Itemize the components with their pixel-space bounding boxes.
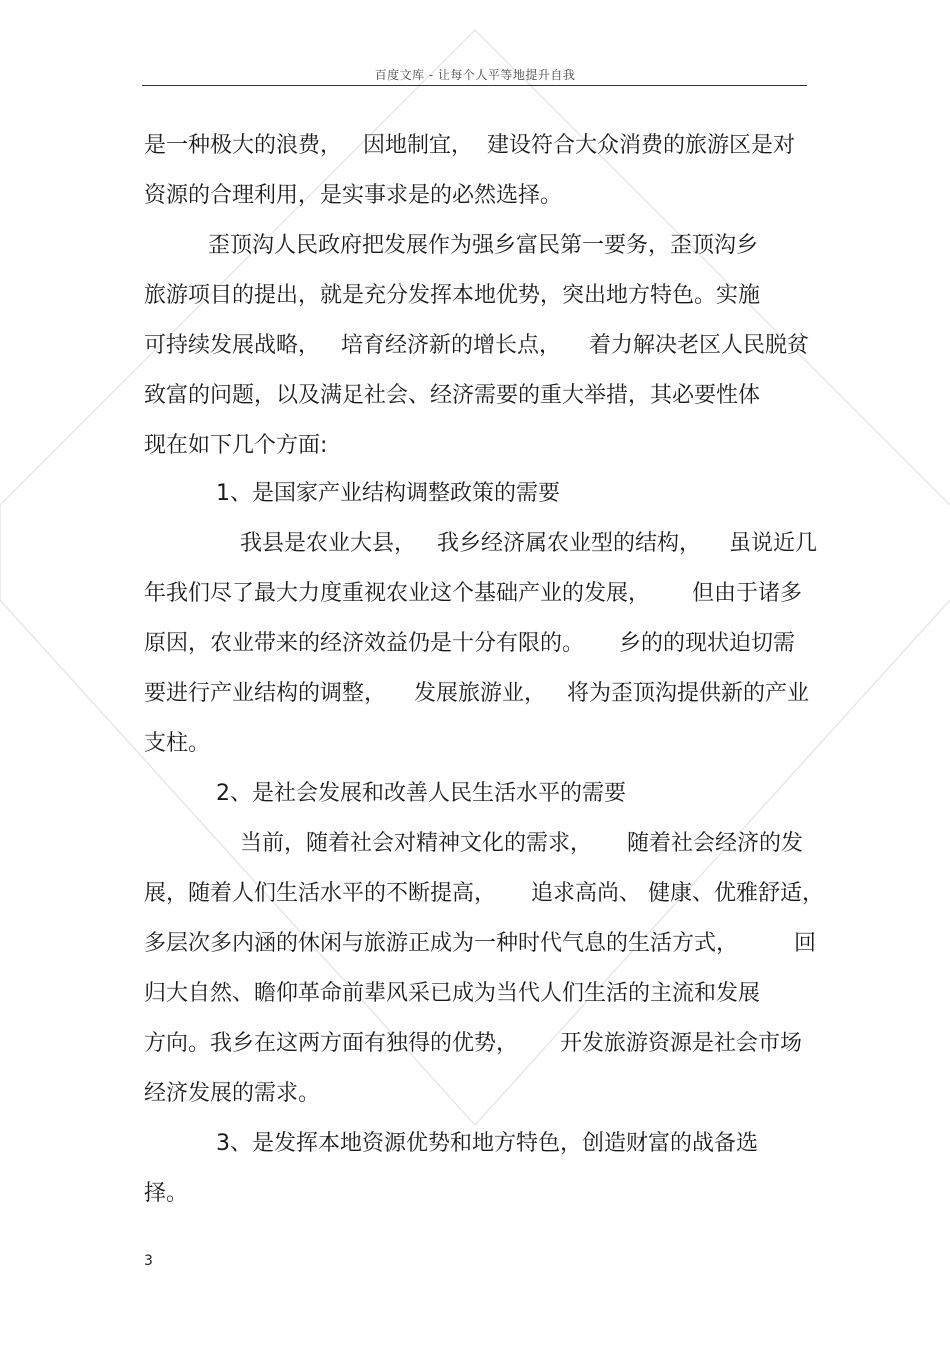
body-line: 要进行产业结构的调整， 发展旅游业， 将为歪顶沟提供新的产业 [144,681,809,706]
body-line: 展，随着人们生活水平的不断提高， 追求高尚、 健康、优雅舒适， [144,881,824,906]
body-line: 方向。我乡在这两方面有独得的优势， 开发旅游资源是社会市场 [144,1031,802,1056]
body-line: 择。 [144,1181,189,1206]
body-line: 年我们尽了最大力度重视农业这个基础产业的发展， 但由于诸多 [144,581,802,606]
body-line: 旅游项目的提出，就是充分发挥本地优势，突出地方特色。实施 [144,283,761,308]
body-line: 多层次多内涵的休闲与旅游正成为一种时代气息的生活方式， 回 [144,931,816,956]
body-line: 归大自然、瞻仰革命前辈风采已成为当代人们生活的主流和发展 [144,981,761,1006]
body-line: 经济发展的需求。 [144,1081,321,1106]
body-line: 支柱。 [144,731,211,756]
body-line: 是一种极大的浪费， 因地制宜， 建设符合大众消费的旅游区是对 [144,133,795,158]
header-divider [142,85,807,86]
section-heading: 1、是国家产业结构调整政策的需要 [216,481,560,506]
body-line: 歪顶沟人民政府把发展作为强乡富民第一要务，歪顶沟乡 [208,233,759,258]
body-line: 致富的问题，以及满足社会、经济需要的重大举措，其必要性体 [144,383,761,408]
body-line: 原因，农业带来的经济效益仍是十分有限的。 乡的的现状迫切需 [144,631,795,656]
body-line: 资源的合理利用，是实事求是的必然选择。 [144,183,563,208]
section-heading: 2、是社会发展和改善人民生活水平的需要 [216,781,626,806]
body-line: 现在如下几个方面: [144,433,328,458]
page-header: 百度文库 - 让每个人平等地提升自我 [374,68,576,82]
body-line: 当前，随着社会对精神文化的需求， 随着社会经济的发 [240,831,803,856]
body-line: 可持续发展战略， 培育经济新的增长点， 着力解决老区人民脱贫 [144,333,809,358]
body-line: 我县是农业大县， 我乡经济属农业型的结构， 虽说近几 [240,531,817,556]
section-heading: 3、是发挥本地资源优势和地方特色，创造财富的战备选 [216,1131,758,1156]
page-number: 3 [144,1253,153,1269]
